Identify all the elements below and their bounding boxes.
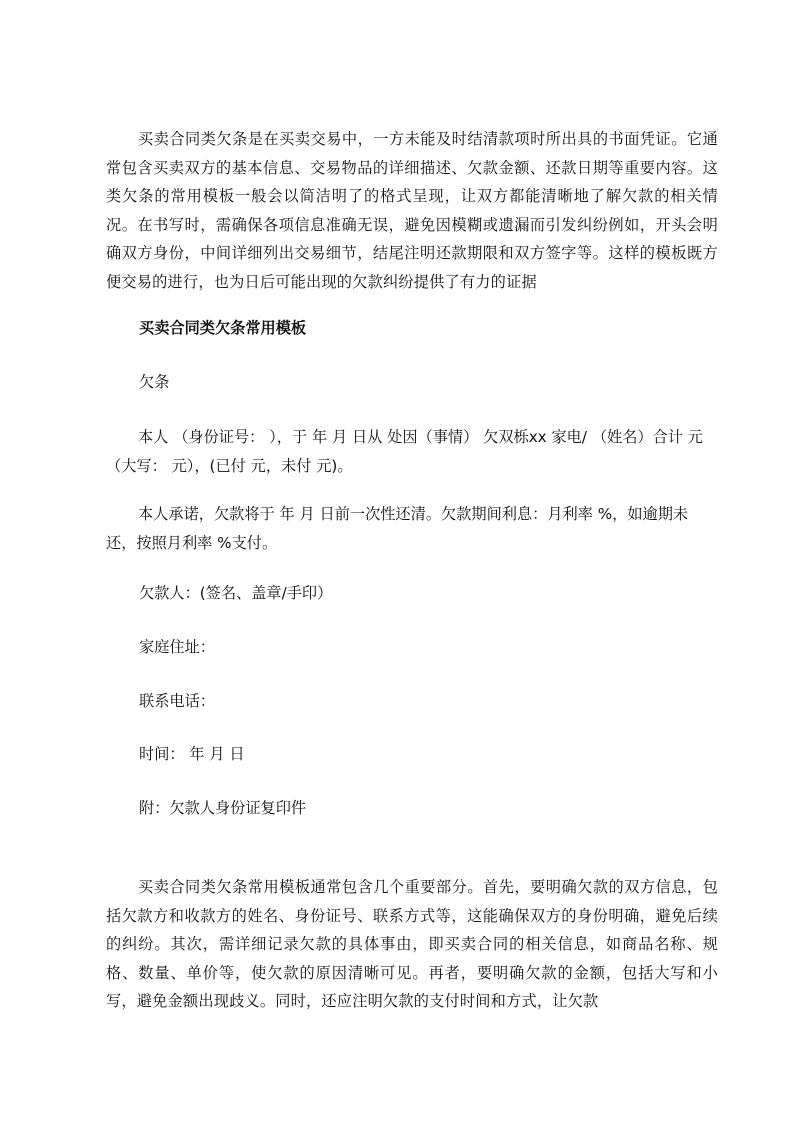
template-debtor-signature: 欠款人：(签名、盖章/手印） <box>139 584 333 602</box>
section-heading: 买卖合同类欠条常用模板 <box>139 319 307 337</box>
template-home-address: 家庭住址： <box>139 638 215 656</box>
template-body-debt-statement: 本人 （身份证号： ），于 年 月 日从 处因（事情） 欠双栎xx 家电/ （姓名）合计 元（大写： 元），(已付 元，未付 元)。 <box>106 428 703 475</box>
template-body-repayment-promise: 本人承诺，欠款将于 年 月 日前一次性还清。欠款期间利息：月利率 %，如逾期未还，按照月利率 %支付。 <box>106 505 689 552</box>
template-date: 时间： 年 月 日 <box>139 745 245 763</box>
template-title: 欠条 <box>139 373 170 391</box>
intro-paragraph: 买卖合同类欠条是在买卖交易中，一方未能及时结清款项时所出具的书面凭证。它通常包含买卖双方的基本信息、交易物品的详细描述、欠款金额、还款日期等重要内容。这类欠条的常用模板一般会以简洁明了的格式呈现，让双方都能清晰地了解欠款的相关情况。在书写时，需确保各项信息准确无误，避免因模糊或遗漏而引发纠纷例如，开头会明确双方身份，中间详细列出交易细节，结尾注明还款期限和双方签字等。这样的模板既方便交易的进行，也为日后可能出现的欠款纠纷提供了有力的证据 <box>106 130 718 291</box>
template-attachment-note: 附：欠款人身份证复印件 <box>139 799 307 817</box>
outro-paragraph: 买卖合同类欠条常用模板通常包含几个重要部分。首先，要明确欠款的双方信息，包括欠款方和收款方的姓名、身份证号、联系方式等，这能确保双方的身份明确，避免后续的纠纷。其次，需详细记录欠款的具体事由，即买卖合同的相关信息，如商品名称、规格、数量、单价等，使欠款的原因清晰可见。再者，要明确欠款的金额，包括大写和小写，避免金额出现歧义。同时，还应注明欠款的支付时间和方式，让欠款 <box>106 878 718 1010</box>
template-contact-phone: 联系电话： <box>139 692 215 710</box>
